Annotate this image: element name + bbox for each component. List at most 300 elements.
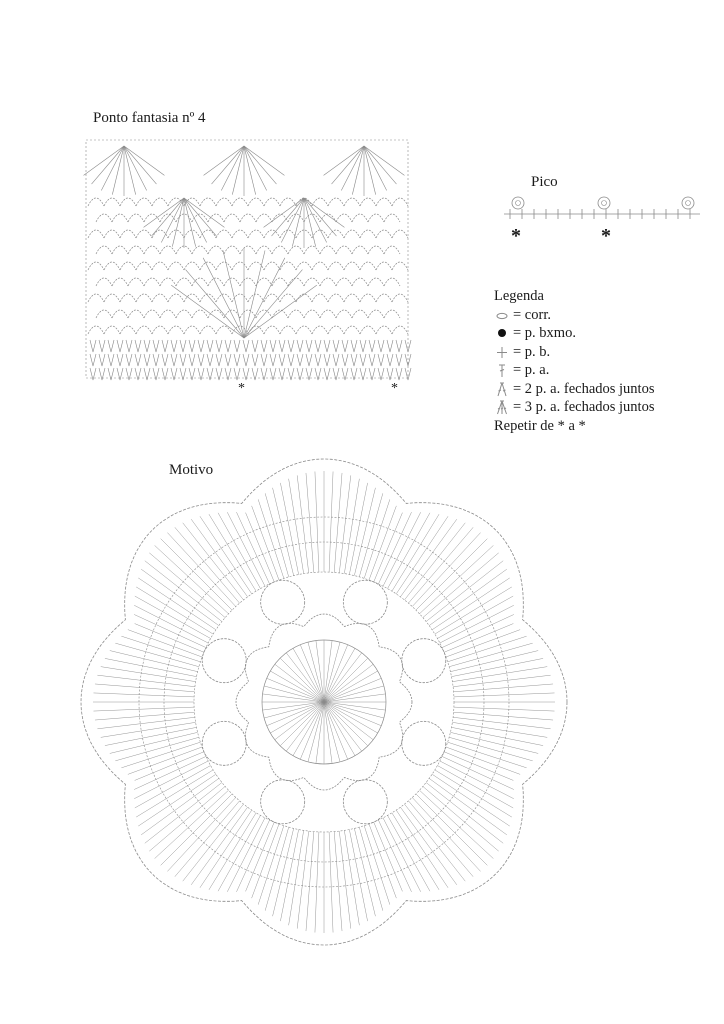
scallop-mark	[104, 198, 120, 206]
doily-spoke	[378, 512, 411, 584]
scallop-mark	[104, 326, 120, 334]
doily-spoke	[141, 778, 219, 834]
stitch-mark	[198, 340, 204, 352]
scallop-mark	[120, 326, 136, 334]
pico-loop-inner	[516, 201, 521, 206]
doily-spoke	[454, 693, 555, 697]
scallop-mark	[120, 230, 136, 238]
scallop-mark	[144, 278, 160, 286]
doily-spoke	[209, 514, 256, 591]
scallop-mark	[384, 246, 400, 254]
scallop-mark	[192, 278, 208, 286]
scallop-mark	[376, 326, 392, 334]
scallop-mark	[104, 294, 120, 302]
stitch-mark	[144, 340, 150, 352]
scallop-mark	[152, 294, 168, 302]
stitch-mark	[387, 340, 393, 352]
doily-petal-loop	[402, 639, 446, 683]
scallop-mark	[376, 230, 392, 238]
scallop-mark	[312, 262, 328, 270]
scallop-mark	[312, 294, 328, 302]
doily-spoke	[448, 636, 527, 662]
doily-spoke	[339, 475, 351, 572]
doily-spoke	[97, 717, 194, 729]
pico-repeat-mark-1: *	[511, 225, 521, 247]
doily-spoke	[306, 473, 314, 572]
scallop-mark	[352, 278, 368, 286]
scallop-mark	[336, 278, 352, 286]
doily-spoke	[258, 499, 284, 578]
doily-center-ray	[280, 658, 324, 702]
scallop-mark	[384, 278, 400, 286]
stitch-mark	[315, 354, 321, 366]
scallop-mark	[232, 230, 248, 238]
doily-spoke	[344, 479, 359, 574]
stitch-mark	[333, 354, 339, 366]
doily-spoke	[297, 475, 309, 572]
stitch-mark	[261, 340, 267, 352]
doily-spoke	[426, 782, 503, 843]
stitch-mark	[216, 354, 222, 366]
scallop-mark	[392, 294, 408, 302]
scallop-mark	[288, 214, 304, 222]
doily-spoke	[400, 807, 456, 885]
scallop-mark	[216, 262, 232, 270]
doily-spoke	[452, 722, 547, 737]
scallop-mark	[328, 326, 344, 334]
doily-center-ray	[270, 702, 324, 733]
scallop-mark	[264, 294, 280, 302]
doily-center-ray	[324, 702, 368, 746]
doily-petal-loop	[402, 721, 446, 765]
scallop-mark	[288, 310, 304, 318]
stitch-mark	[153, 340, 159, 352]
scallop-mark	[144, 214, 160, 222]
scallop-mark	[312, 230, 328, 238]
scallop-mark	[296, 294, 312, 302]
doily-spoke	[252, 506, 279, 580]
scallop-mark	[240, 246, 256, 254]
stitch-mark	[270, 340, 276, 352]
scallop-mark	[184, 198, 200, 206]
doily-spoke	[349, 483, 367, 575]
stitch-mark	[180, 354, 186, 366]
doily-center-ray	[324, 642, 340, 702]
scallop-mark	[256, 310, 272, 318]
doily-spoke	[135, 624, 204, 653]
scallop-mark	[344, 230, 360, 238]
pico-loop	[598, 197, 610, 209]
scallop-mark	[224, 214, 240, 222]
doily-spoke	[105, 727, 197, 745]
legend-item	[494, 343, 654, 362]
doily-spoke	[404, 523, 465, 600]
scallop-mark	[152, 262, 168, 270]
scallop-mark	[104, 262, 120, 270]
stitch-mark	[108, 340, 114, 352]
doily-spoke	[374, 513, 403, 582]
motivo-title: Motivo	[169, 462, 214, 478]
doily-center-ray	[324, 702, 384, 718]
doily-spoke	[138, 774, 216, 826]
scallop-mark	[392, 198, 408, 206]
scallop-mark	[128, 246, 144, 254]
scallop-mark	[328, 198, 344, 206]
scallop-mark	[88, 230, 104, 238]
pico-repeat-mark-2: *	[601, 225, 611, 247]
scallop-mark	[264, 230, 280, 238]
scallop-mark	[352, 214, 368, 222]
scallop-mark	[376, 198, 392, 206]
doily-spoke	[446, 630, 520, 657]
doily-center-ray	[324, 658, 368, 702]
dc3tog-icon	[494, 399, 510, 415]
fan-stitch	[186, 270, 244, 338]
stitch-mark	[288, 340, 294, 352]
scallop-mark	[192, 246, 208, 254]
scallop-mark	[320, 310, 336, 318]
stitch-mark	[396, 340, 402, 352]
doily-spoke	[432, 774, 510, 826]
legend-item	[494, 380, 654, 399]
doily-spoke	[426, 561, 503, 622]
stitch-mark	[189, 340, 195, 352]
scallop-mark	[208, 246, 224, 254]
scallop-mark	[304, 278, 320, 286]
scallop-mark	[224, 278, 240, 286]
stitch-mark	[90, 354, 96, 366]
doily-spoke	[105, 658, 197, 676]
stitch-mark	[126, 340, 132, 352]
stitch-mark	[198, 354, 204, 366]
scallop-mark	[144, 310, 160, 318]
doily-spoke	[289, 830, 304, 925]
stitch-mark	[153, 354, 159, 366]
scallop-mark	[88, 262, 104, 270]
doily-spoke	[454, 684, 553, 692]
scallop-mark	[120, 262, 136, 270]
stitch-mark	[243, 340, 249, 352]
fan-stitch	[244, 270, 302, 338]
stitch-mark	[360, 340, 366, 352]
doily-spoke	[453, 675, 550, 687]
doily-spoke	[432, 578, 510, 630]
stitch-mark	[360, 354, 366, 366]
scallop-mark	[344, 198, 360, 206]
doily-spoke	[374, 822, 403, 891]
slip-stitch-icon	[494, 325, 510, 341]
scallop-mark	[248, 230, 264, 238]
stitch-mark	[306, 354, 312, 366]
scallop-mark	[296, 326, 312, 334]
chart-frame	[86, 140, 408, 378]
ponto-fantasia-title: Ponto fantasia nº 4	[93, 110, 206, 126]
stitch-mark	[351, 340, 357, 352]
scallop-mark	[104, 230, 120, 238]
scallop-mark	[336, 214, 352, 222]
stitch-mark	[207, 354, 213, 366]
doily-spoke	[135, 752, 204, 781]
doily-spoke	[315, 832, 319, 933]
stitch-mark	[135, 340, 141, 352]
stitch-mark	[378, 354, 384, 366]
scallop-mark	[112, 214, 128, 222]
doily-spoke	[246, 822, 275, 891]
scallop-mark	[248, 294, 264, 302]
stitch-mark	[117, 340, 123, 352]
scallop-mark	[168, 326, 184, 334]
double-crochet-icon	[494, 362, 510, 378]
scallop-mark	[328, 262, 344, 270]
scallop-mark	[112, 278, 128, 286]
legend-item	[494, 361, 654, 380]
doily-spoke	[349, 830, 367, 922]
scallop-mark	[248, 326, 264, 334]
doily-center-ray	[308, 702, 324, 762]
doily-spoke	[289, 479, 304, 574]
scallop-mark	[96, 310, 112, 318]
scallop-mark	[184, 294, 200, 302]
stitch-mark	[225, 354, 231, 366]
stitch-mark	[171, 340, 177, 352]
stitch-mark	[387, 354, 393, 366]
scallop-mark	[256, 246, 272, 254]
doily-spoke	[446, 747, 520, 774]
doily-center-ray	[308, 642, 324, 702]
scallop-mark	[392, 230, 408, 238]
scallop-mark	[128, 310, 144, 318]
scallop-mark	[280, 198, 296, 206]
scallop-mark	[360, 198, 376, 206]
doily-center-ray	[293, 702, 324, 756]
legend-item	[494, 398, 654, 417]
scallop-mark	[336, 246, 352, 254]
doily-center-ray	[324, 686, 384, 702]
doily-spoke	[101, 667, 196, 682]
doily-spoke	[396, 516, 448, 594]
doily-spoke	[191, 519, 247, 597]
stitch-mark	[117, 354, 123, 366]
legend-item-text: = 3 p. a. fechados juntos	[513, 399, 655, 415]
scallop-mark	[352, 310, 368, 318]
scallop-mark	[304, 214, 320, 222]
stitch-mark	[234, 340, 240, 352]
stitch-mark	[189, 354, 195, 366]
doily-spoke	[297, 831, 309, 928]
scallop-mark	[280, 294, 296, 302]
scallop-mark	[216, 230, 232, 238]
doily-center-ray	[280, 702, 324, 746]
ponto-fantasia-chart	[84, 138, 410, 398]
doily-spoke	[364, 499, 390, 578]
doily-spoke	[329, 471, 333, 572]
stitch-mark	[207, 340, 213, 352]
scallop-mark	[336, 310, 352, 318]
scallop-mark	[96, 278, 112, 286]
doily-spoke	[145, 561, 222, 622]
stitch-mark	[288, 354, 294, 366]
doily-spoke	[339, 831, 351, 928]
doily-spoke	[258, 826, 284, 905]
scallop-mark	[344, 294, 360, 302]
stitch-mark	[369, 354, 375, 366]
doily-spoke	[444, 624, 513, 653]
scallop-mark	[272, 310, 288, 318]
scallop-mark	[160, 246, 176, 254]
legend-item	[494, 324, 654, 343]
doily-center-ray	[324, 671, 378, 702]
repeat-mark-start: *	[238, 381, 245, 396]
scallop-mark	[304, 246, 320, 254]
scallop-mark	[192, 310, 208, 318]
scallop-mark	[136, 294, 152, 302]
scallop-mark	[208, 214, 224, 222]
scallop-mark	[96, 246, 112, 254]
doily-spoke	[121, 742, 200, 768]
pico-loop	[682, 197, 694, 209]
scallop-mark	[240, 278, 256, 286]
legend-item-text: = corr.	[513, 306, 551, 323]
scallop-mark	[200, 294, 216, 302]
doily-spoke	[95, 712, 194, 720]
stitch-mark	[126, 354, 132, 366]
pico-loop	[512, 197, 524, 209]
stitch-mark	[171, 354, 177, 366]
single-crochet-icon	[494, 344, 510, 360]
doily-petal-loop	[202, 639, 246, 683]
stitch-mark	[99, 340, 105, 352]
doily-spoke	[404, 804, 465, 881]
stitch-mark	[261, 354, 267, 366]
scallop-mark	[96, 214, 112, 222]
doily-spoke	[435, 770, 512, 817]
scallop-mark	[320, 278, 336, 286]
scallop-mark	[232, 198, 248, 206]
scallop-mark	[168, 198, 184, 206]
stitch-mark	[234, 354, 240, 366]
doily-spoke	[280, 483, 298, 575]
scallop-mark	[136, 326, 152, 334]
doily-spoke	[416, 539, 487, 610]
scallop-mark	[264, 326, 280, 334]
scallop-mark	[280, 326, 296, 334]
scallop-mark	[384, 214, 400, 222]
scallop-mark	[344, 262, 360, 270]
scallop-mark	[360, 326, 376, 334]
doily-spoke	[200, 516, 252, 594]
pico-title: Pico	[531, 174, 558, 190]
scallop-mark	[216, 294, 232, 302]
doily-spoke	[200, 810, 252, 888]
scallop-mark	[88, 198, 104, 206]
scallop-mark	[288, 278, 304, 286]
doily-spoke	[145, 782, 222, 843]
doily-spoke	[429, 778, 507, 834]
doily-spoke	[416, 794, 487, 865]
scallop-mark	[240, 214, 256, 222]
doily-spoke	[392, 813, 439, 890]
stitch-mark	[324, 354, 330, 366]
doily-petal-loop	[261, 580, 305, 624]
scallop-mark	[200, 326, 216, 334]
scallop-mark	[240, 310, 256, 318]
scallop-mark	[152, 326, 168, 334]
scallop-mark	[392, 262, 408, 270]
doily-center-ray	[270, 671, 324, 702]
motivo-doily-chart	[74, 452, 574, 952]
doily-spoke	[128, 630, 202, 657]
legend-item-text: = p. b.	[513, 343, 551, 360]
pico-loop-inner	[602, 201, 607, 206]
scallop-mark	[176, 310, 192, 318]
scallop-mark	[184, 262, 200, 270]
scallop-mark	[368, 214, 384, 222]
scallop-mark	[136, 198, 152, 206]
doily-spoke	[448, 742, 527, 768]
doily-spoke	[136, 587, 213, 634]
pico-loop-inner	[686, 201, 691, 206]
legend-title: Legenda	[494, 288, 544, 304]
legend-item-text: = p. a.	[513, 362, 550, 378]
scallop-mark	[184, 326, 200, 334]
scallop-mark	[264, 198, 280, 206]
scallop-mark	[272, 246, 288, 254]
stitch-mark	[378, 340, 384, 352]
scallop-mark	[328, 230, 344, 238]
scallop-mark	[352, 246, 368, 254]
doily-petal-loop	[202, 721, 246, 765]
scallop-mark	[368, 278, 384, 286]
doily-spoke	[344, 830, 359, 925]
doily-spoke	[134, 614, 206, 647]
doily-spoke	[246, 513, 275, 582]
stitch-mark	[297, 354, 303, 366]
doily-spoke	[101, 722, 196, 737]
doily-center-ray	[324, 648, 355, 702]
doily-spoke	[136, 770, 213, 817]
stitch-mark	[279, 340, 285, 352]
doily-spoke	[93, 707, 194, 711]
scallop-mark	[392, 326, 408, 334]
stitch-mark	[279, 354, 285, 366]
doily-petal-loop	[261, 780, 305, 824]
chain-stitch-icon	[494, 307, 510, 323]
scallop-mark	[176, 278, 192, 286]
doily-spoke	[252, 824, 279, 898]
doily-spoke	[452, 727, 544, 745]
scallop-mark	[368, 246, 384, 254]
stitch-mark	[306, 340, 312, 352]
scallop-mark	[216, 198, 232, 206]
doily-spoke	[396, 810, 448, 888]
scallop-mark	[256, 214, 272, 222]
scallop-mark	[128, 278, 144, 286]
legend-item-text: = p. bxmo.	[513, 325, 576, 341]
stitch-mark	[369, 340, 375, 352]
doily-petal-loop	[343, 780, 387, 824]
scallop-mark	[232, 262, 248, 270]
doily-spoke	[454, 712, 553, 720]
doily-petal-loop	[343, 580, 387, 624]
doily-spoke	[93, 693, 194, 697]
scallop-mark	[376, 294, 392, 302]
scallop-mark	[136, 230, 152, 238]
scallop-mark	[376, 262, 392, 270]
scallop-mark	[208, 310, 224, 318]
scallop-mark	[200, 262, 216, 270]
doily-spoke	[442, 614, 514, 647]
stitch-mark	[270, 354, 276, 366]
